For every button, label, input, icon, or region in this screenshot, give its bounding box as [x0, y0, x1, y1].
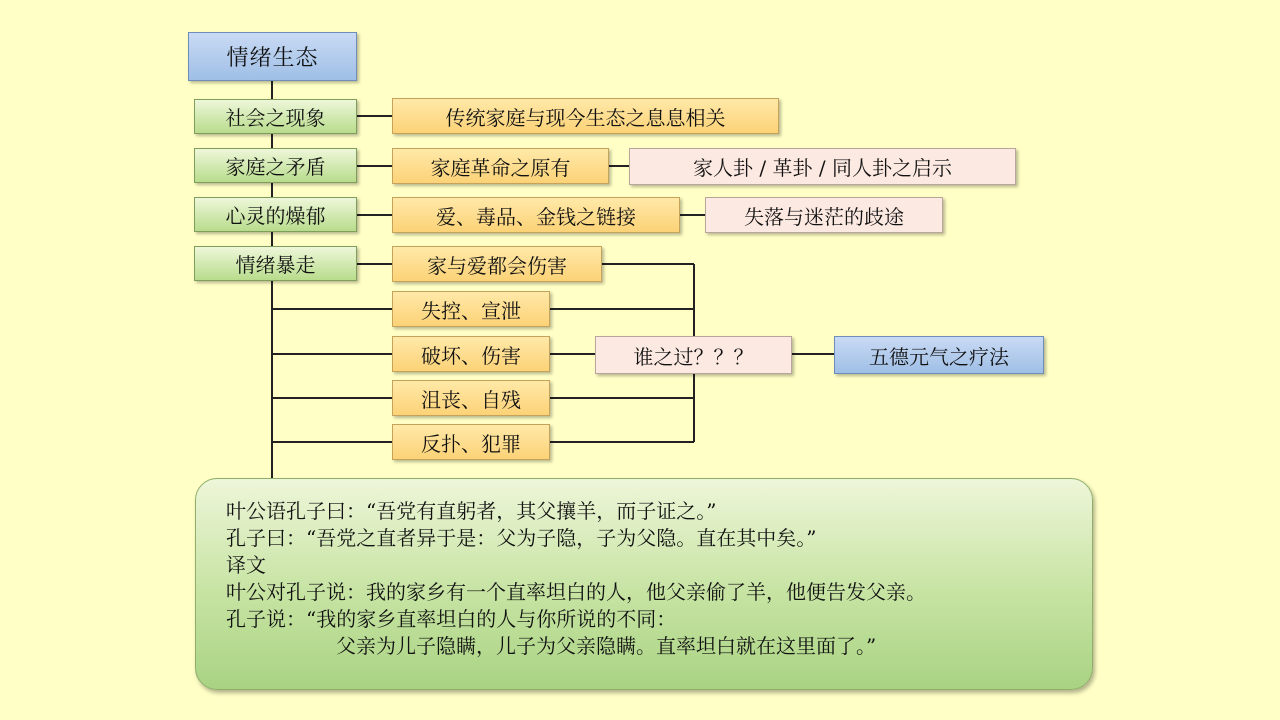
- node-lost-path: 失落与迷茫的歧途: [705, 197, 943, 233]
- translation-line-2: 孔子说：“我的家乡直率坦白的人与你所说的不同：: [226, 607, 677, 631]
- root-node: 情绪生态: [188, 32, 357, 81]
- quote-line-2: 孔子曰：“吾党之直者异于是：父为子隐，子为父隐。直在其中矣。”: [226, 526, 817, 550]
- node-family-conflict: 家庭之矛盾: [194, 148, 357, 183]
- node-branch-crime: 反扑、犯罪: [392, 424, 550, 460]
- node-emotion-rampage: 情绪暴走: [194, 246, 357, 281]
- translation-heading: 译文: [226, 553, 266, 577]
- node-mind-restless: 心灵的燥郁: [194, 197, 357, 232]
- node-branch-hurt: 家与爱都会伤害: [392, 246, 602, 282]
- node-branch-destroy: 破坏、伤害: [392, 336, 550, 372]
- translation-line-3: 父亲为儿子隐瞒，儿子为父亲隐瞒。直率坦白就在这里面了。”: [336, 634, 877, 658]
- translation-line-1: 叶公对孔子说：我的家乡有一个直率坦白的人，他父亲偷了羊，他便告发父亲。: [226, 580, 926, 604]
- node-family-revolution: 家庭革命之原有: [392, 148, 609, 184]
- node-whose-fault: 谁之过？？？: [595, 336, 792, 374]
- node-branch-depressed: 沮丧、自残: [392, 380, 550, 416]
- node-remedy: 五德元气之疗法: [834, 336, 1044, 374]
- node-tradition-family: 传统家庭与现今生态之息息相关: [392, 98, 779, 134]
- node-hexagram-insight: 家人卦 / 革卦 / 同人卦之启示: [629, 148, 1016, 185]
- quote-line-1: 叶公语孔子曰：“吾党有直躬者，其父攘羊，而子证之。”: [226, 499, 717, 523]
- node-love-drug-money: 爱、毒品、金钱之链接: [392, 197, 680, 233]
- quote-panel: [195, 478, 1093, 690]
- node-social-phenomenon: 社会之现象: [194, 99, 357, 134]
- node-branch-lose-control: 失控、宣泄: [392, 291, 550, 327]
